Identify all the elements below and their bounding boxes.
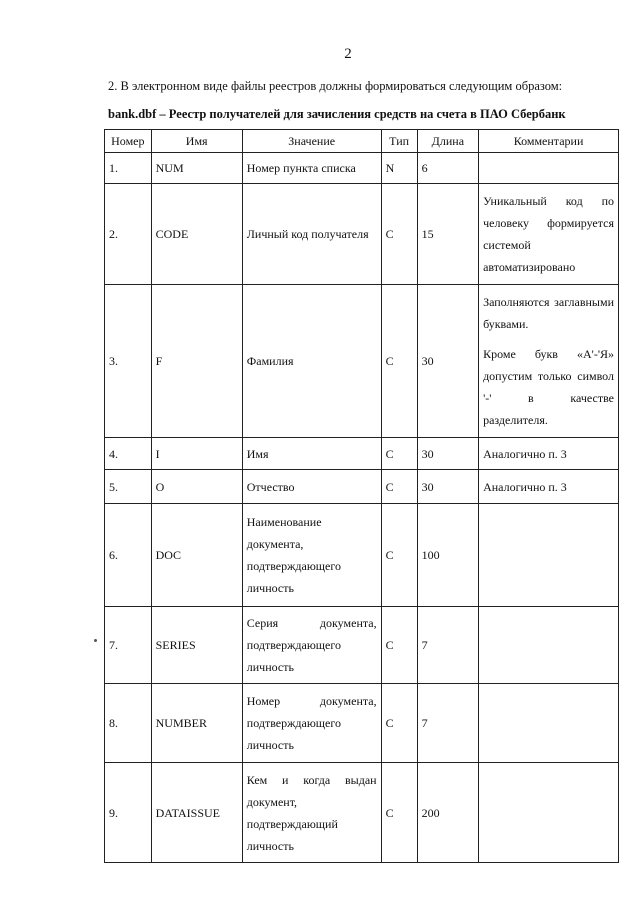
comment-line: Заполняются заглавными буквами.	[483, 295, 614, 331]
cell-type: C	[381, 684, 417, 763]
cell-num: 9.	[105, 763, 152, 863]
margin-mark	[94, 639, 97, 642]
cell-length: 7	[417, 607, 478, 684]
header-value: Значение	[242, 130, 381, 153]
header-type: Тип	[381, 130, 417, 153]
cell-name: F	[151, 285, 242, 438]
cell-type: C	[381, 763, 417, 863]
intro-text: 2. В электронном виде файлы реестров должны формироваться следующим образом:	[108, 79, 563, 93]
table-row	[105, 285, 619, 438]
cell-comment: Аналогично п. 3	[479, 438, 619, 470]
cell-value: Кем и когда выдан документ, подтверждающий личность	[242, 763, 381, 863]
cell-length: 30	[417, 438, 478, 470]
table-row	[105, 763, 619, 863]
cell-length: 200	[417, 763, 478, 863]
cell-num: 3.	[105, 285, 152, 438]
cell-value: Наименование документа, подтверждающего личность	[242, 504, 381, 607]
page-number: 2	[344, 46, 352, 62]
cell-type: C	[381, 504, 417, 607]
table-caption: bank.dbf – Реестр получателей для зачисления средств на счета в ПАО Сбербанк	[108, 107, 566, 121]
cell-name: O	[151, 470, 242, 504]
cell-name: DATAISSUE	[151, 763, 242, 863]
cell-value: Номер пункта списка	[242, 153, 381, 184]
cell-length: 7	[417, 684, 478, 763]
cell-value: Имя	[242, 438, 381, 470]
cell-value: Отчество	[242, 470, 381, 504]
cell-num: 7.	[105, 607, 152, 684]
cell-name: DOC	[151, 504, 242, 607]
table-row	[105, 607, 619, 684]
cell-comment	[479, 763, 619, 863]
table-row	[105, 184, 619, 285]
cell-comment: Уникальный код по человеку формируется системой автоматизировано	[479, 184, 619, 285]
cell-length: 30	[417, 470, 478, 504]
cell-length: 100	[417, 504, 478, 607]
table-row	[105, 504, 619, 607]
cell-type: C	[381, 470, 417, 504]
table-header-row	[105, 130, 619, 153]
cell-length: 15	[417, 184, 478, 285]
cell-comment	[479, 504, 619, 607]
cell-num: 5.	[105, 470, 152, 504]
cell-comment	[479, 285, 619, 438]
header-length: Длина	[417, 130, 478, 153]
table-row	[105, 470, 619, 504]
cell-length: 6	[417, 153, 478, 184]
cell-type: N	[381, 153, 417, 184]
cell-length: 30	[417, 285, 478, 438]
cell-comment	[479, 684, 619, 763]
cell-value: Номер документа, подтверждающего личность	[242, 684, 381, 763]
cell-type: C	[381, 285, 417, 438]
header-num: Номер	[105, 130, 152, 153]
cell-comment: Аналогично п. 3	[479, 470, 619, 504]
cell-name: I	[151, 438, 242, 470]
cell-num: 1.	[105, 153, 152, 184]
cell-comment	[479, 607, 619, 684]
cell-num: 8.	[105, 684, 152, 763]
cell-name: SERIES	[151, 607, 242, 684]
cell-value: Фамилия	[242, 285, 381, 438]
table-row	[105, 438, 619, 470]
registry-table	[104, 129, 619, 863]
header-comment: Комментарии	[479, 130, 619, 153]
cell-value: Личный код получателя	[242, 184, 381, 285]
cell-num: 4.	[105, 438, 152, 470]
comment-line: Кроме букв «А'-'Я» допустим только символ '-' в качестве разделителя.	[483, 347, 614, 427]
cell-type: C	[381, 607, 417, 684]
cell-num: 2.	[105, 184, 152, 285]
cell-value: Серия документа, подтверждающего личность	[242, 607, 381, 684]
cell-name: NUMBER	[151, 684, 242, 763]
table-row	[105, 153, 619, 184]
cell-comment	[479, 153, 619, 184]
cell-name: CODE	[151, 184, 242, 285]
cell-type: C	[381, 184, 417, 285]
cell-name: NUM	[151, 153, 242, 184]
cell-num: 6.	[105, 504, 152, 607]
cell-type: C	[381, 438, 417, 470]
table-row	[105, 684, 619, 763]
header-name: Имя	[151, 130, 242, 153]
